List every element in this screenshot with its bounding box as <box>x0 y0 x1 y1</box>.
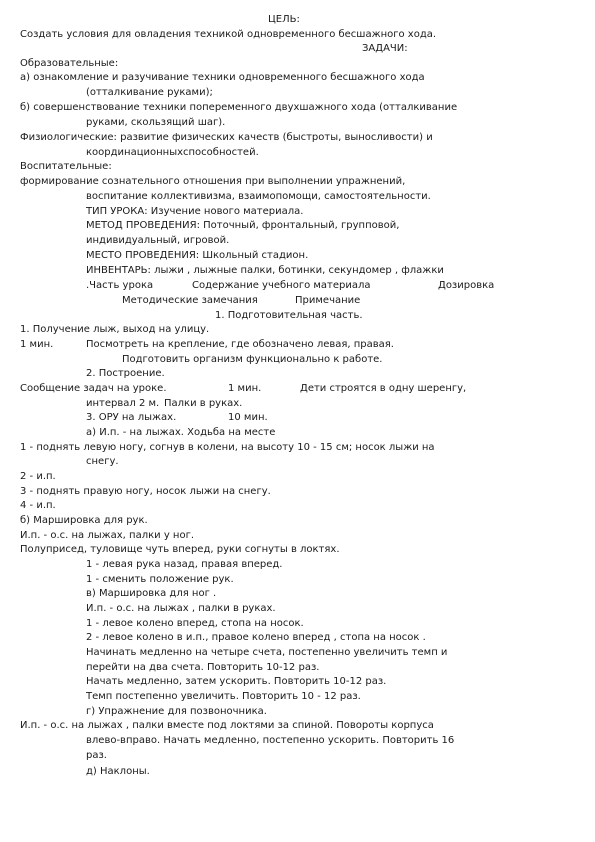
step-3: 3. ОРУ на лыжах. <box>86 412 177 423</box>
exercise-a-2: 2 - и.п. <box>20 471 56 482</box>
part-heading: 1. Подготовительная часть. <box>215 310 363 321</box>
exercise-v-1: 1 - левое колено вперед, стопа на носок. <box>86 618 304 629</box>
edu-task-b: б) совершенствование техники попеременного двухшажного хода (отталкивание <box>20 102 458 113</box>
exercise-v-note-1: Начинать медленно на четыре счета, постепенно увеличить темп и <box>86 647 448 658</box>
step-2-note-poles: Палки в руках. <box>164 398 243 409</box>
step-2-note: Дети строятся в одну шеренгу, <box>300 383 467 394</box>
exercise-v-start: И.п. - о.с. на лыжах , палки в руках. <box>86 603 276 614</box>
exercise-g-2: влево-вправо. Начать медленно, постепенно ускорить. Повторить 16 <box>86 735 455 746</box>
inventory: ИНВЕНТАРЬ: лыжи , лыжные палки, ботинки, секундомер , флажки <box>86 265 444 276</box>
step-1-time: 1 мин. <box>20 339 54 350</box>
exercise-b-start: И.п. - о.с. на лыжах, палки у ног. <box>20 530 194 541</box>
step-1-note: Посмотреть на крепление, где обозначено левая, правая. <box>86 339 394 350</box>
upbr-heading: Воспитательные: <box>20 161 112 172</box>
step-3-time: 10 мин. <box>228 412 268 423</box>
exercise-v-note-2: перейти на два счета. Повторить 10-12 раз. <box>86 662 320 673</box>
table-head-content: Содержание учебного материала <box>192 280 371 291</box>
exercise-g: г) Упражнение для позвоночника. <box>86 706 267 717</box>
phys-task-cont: координационныхспособностей. <box>86 147 259 158</box>
exercise-b-1: 1 - левая рука назад, правая вперед. <box>86 559 283 570</box>
step-2-time: 1 мин. <box>228 383 262 394</box>
goal-text: Создать условия для овладения техникой одновременного бесшажного хода. <box>20 29 437 40</box>
exercise-v-note-4: Темп постепенно увеличить. Повторить 10 - 12 раз. <box>86 691 361 702</box>
table-head-part: .Часть урока <box>86 280 154 291</box>
upbr-task: формирование сознательного отношения при выполнении упражнений, <box>20 176 406 187</box>
exercise-v: в) Маршировка для ног . <box>86 588 217 599</box>
method-cont: индивидуальный, игровой. <box>86 235 230 246</box>
table-head-remarks: Примечание <box>295 295 361 306</box>
table-head-dosage: Дозировка <box>438 280 495 291</box>
edu-heading: Образовательные: <box>20 58 119 69</box>
exercise-a-3: 3 - поднять правую ногу, носок лыжи на снегу. <box>20 486 271 497</box>
goal-heading: ЦЕЛЬ: <box>268 14 300 25</box>
method: МЕТОД ПРОВЕДЕНИЯ: Поточный, фронтальный, групповой, <box>86 220 400 231</box>
exercise-b: б) Маршировка для рук. <box>20 515 148 526</box>
exercise-a: а) И.п. - на лыжах. Ходьба на месте <box>86 427 276 438</box>
edu-task-a: а) ознакомление и разучивание техники одновременного бесшажного хода <box>20 72 425 83</box>
edu-task-a-cont: (отталкивание руками); <box>86 87 213 98</box>
place: МЕСТО ПРОВЕДЕНИЯ: Школьный стадион. <box>86 250 309 261</box>
step-2-note-interval: интервал 2 м. <box>86 398 160 409</box>
exercise-d: д) Наклоны. <box>86 766 150 777</box>
lesson-type: ТИП УРОКА: Изучение нового материала. <box>86 206 304 217</box>
table-head-notes: Методические замечания <box>122 295 258 306</box>
step-1-note-cont: Подготовить организм функционально к работе. <box>122 354 383 365</box>
phys-task: Физиологические: развитие физических качеств (быстроты, выносливости) и <box>20 132 433 143</box>
upbr-task-cont: воспитание коллективизма, взаимопомощи, самостоятельности. <box>86 191 431 202</box>
exercise-a-1: 1 - поднять левую ногу, согнув в колени, на высоту 10 - 15 см; носок лыжи на <box>20 442 435 453</box>
edu-task-b-cont: руками, скользящий шаг). <box>86 117 226 128</box>
exercise-b-position: Полуприсед, туловище чуть вперед, руки согнуты в локтях. <box>20 544 340 555</box>
step-1: 1. Получение лыж, выход на улицу. <box>20 324 210 335</box>
step-2: 2. Построение. <box>86 368 165 379</box>
exercise-b-2: 1 - сменить положение рук. <box>86 574 234 585</box>
tasks-heading: ЗАДАЧИ: <box>362 43 408 54</box>
exercise-v-2: 2 - левое колено в и.п., правое колено вперед , стопа на носок . <box>86 632 426 643</box>
exercise-a-4: 4 - и.п. <box>20 500 56 511</box>
exercise-a-1-cont: снегу. <box>86 456 119 467</box>
exercise-g-1: И.п. - о.с. на лыжах , палки вместе под локтями за спиной. Повороты корпуса <box>20 720 434 731</box>
step-2-message: Сообщение задач на уроке. <box>20 383 167 394</box>
exercise-v-note-3: Начать медленно, затем ускорить. Повторить 10-12 раз. <box>86 676 387 687</box>
exercise-g-3: раз. <box>86 750 107 761</box>
